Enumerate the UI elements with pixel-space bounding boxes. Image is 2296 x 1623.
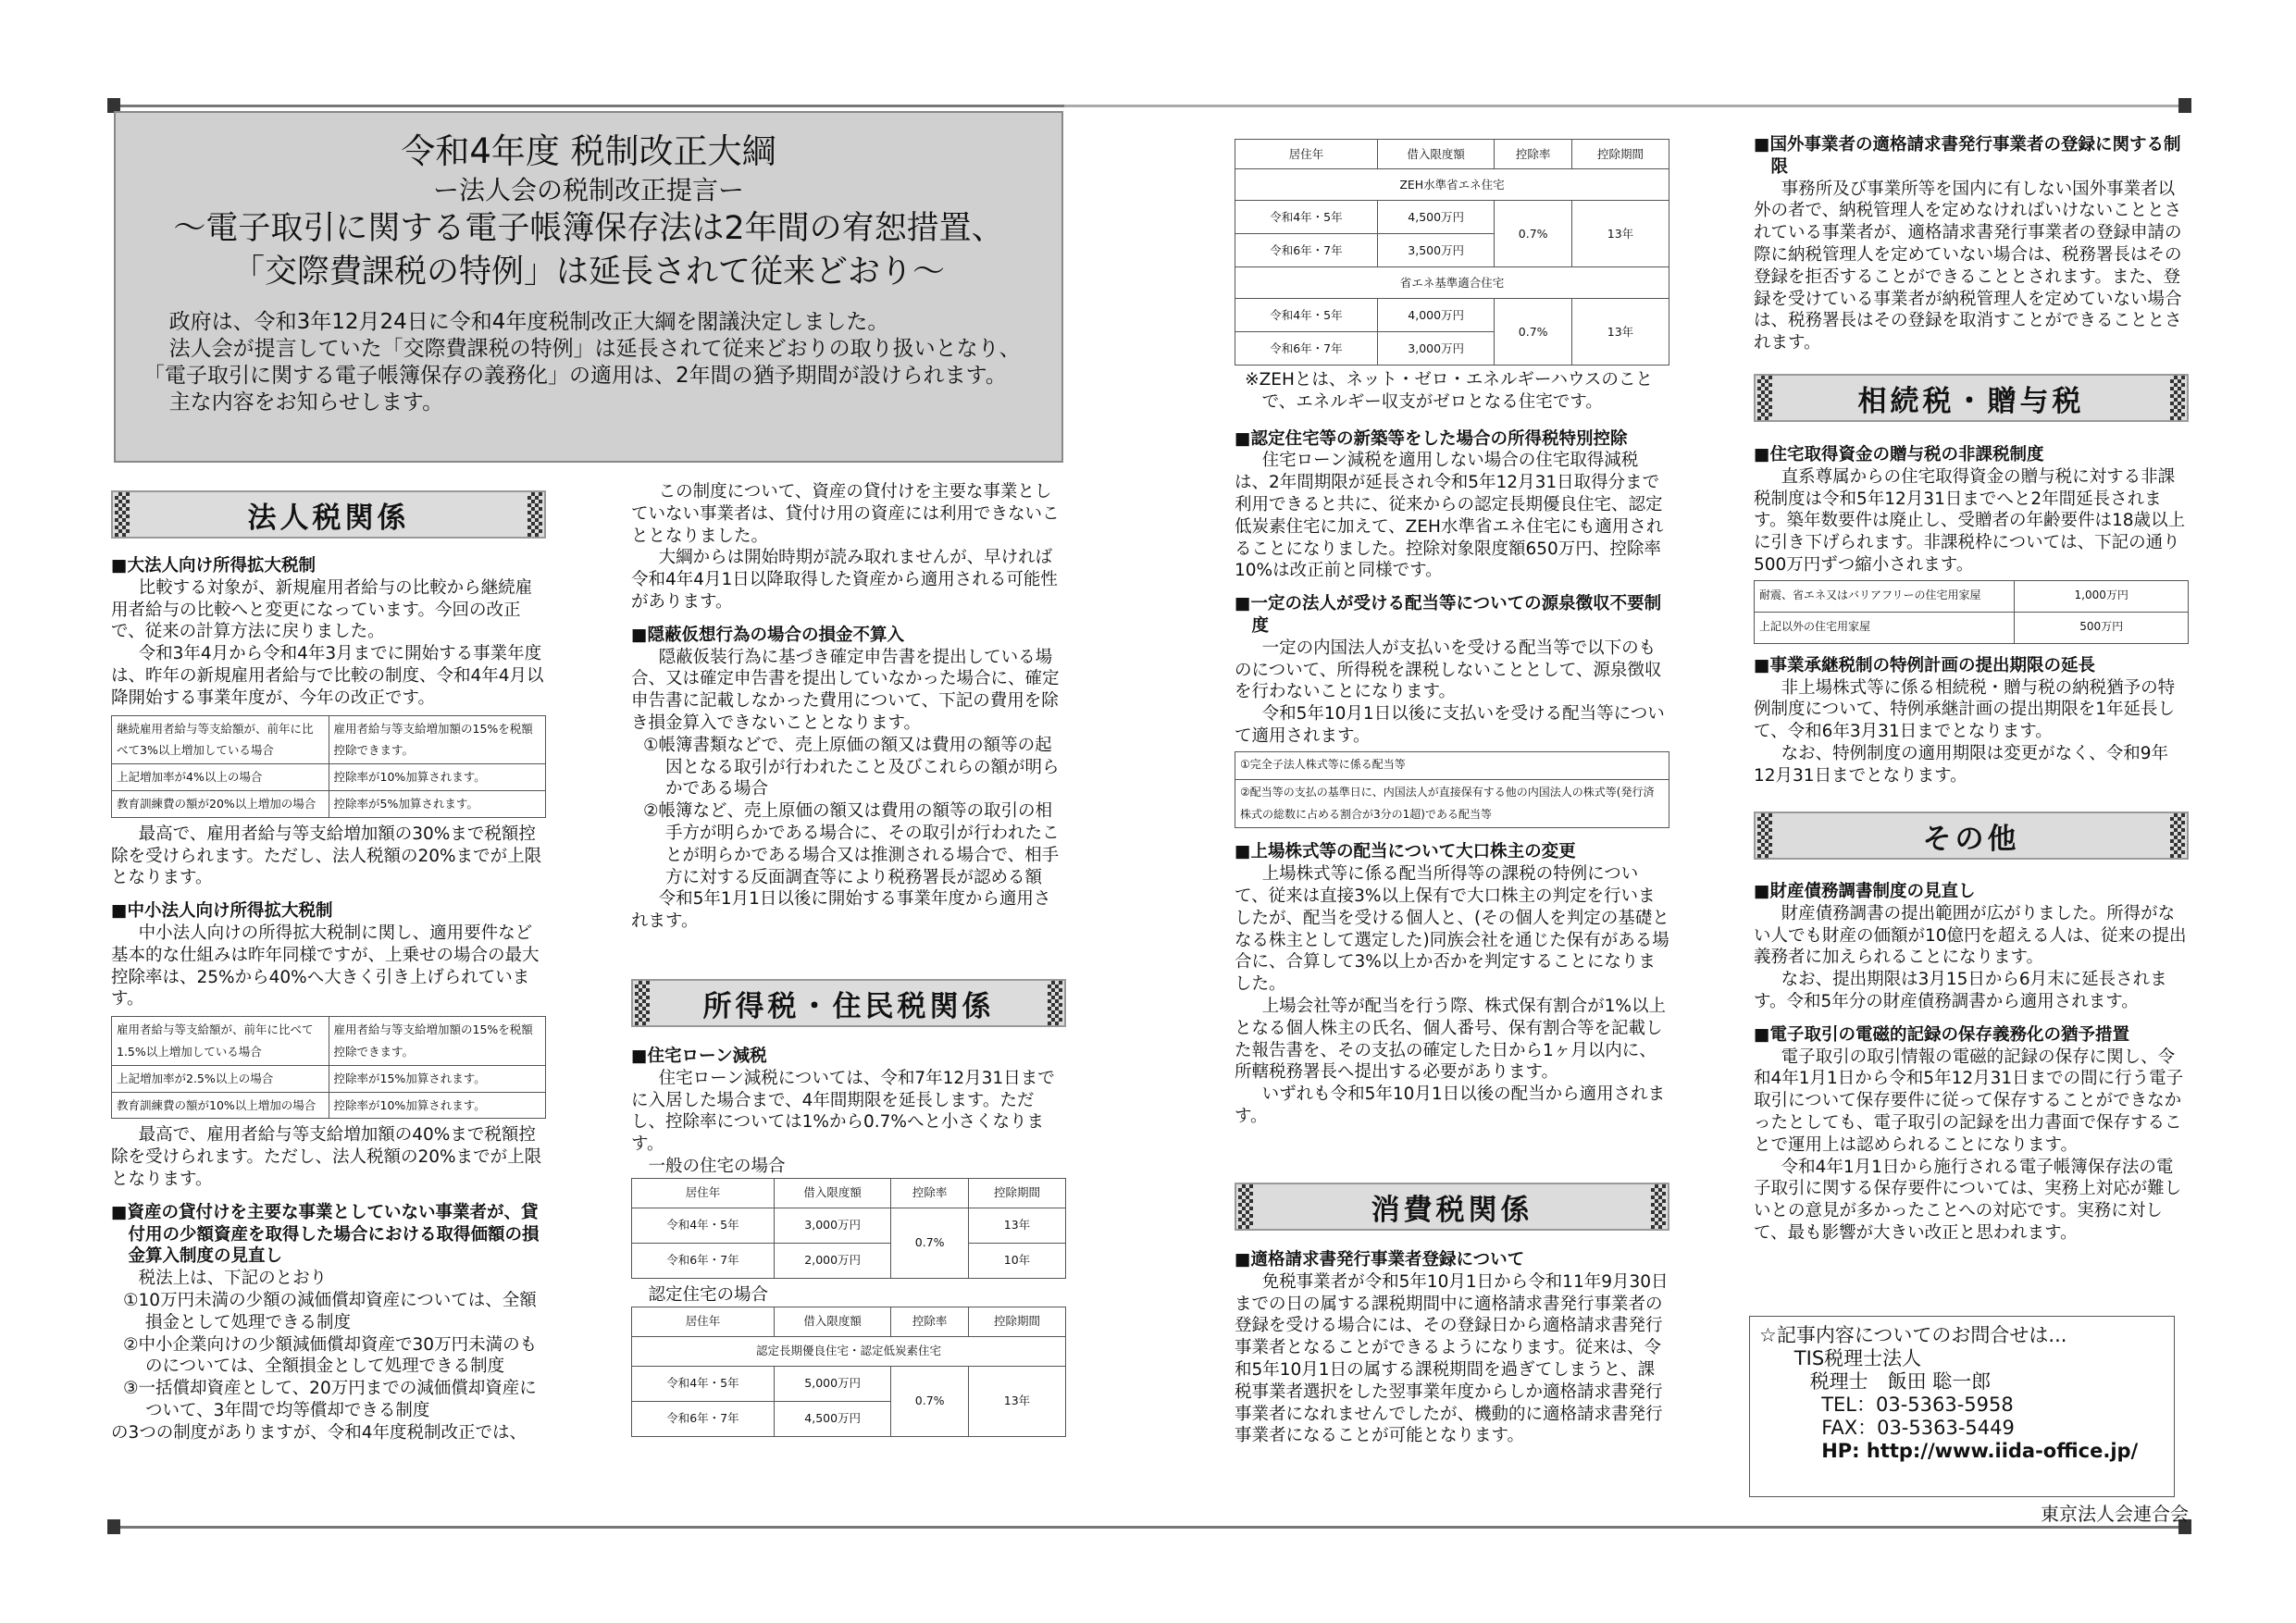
headline-2: 「交際費課税の特例」は延長されて従来どおり～ [231, 254, 945, 291]
table-small-corp: 雇用者給与等支給額が、前年に比べて1.5%以上増加している場合 雇用者給与等支給増加額の15%を税額控除できます。 上記増加率が2.5%以上の場合 控除率が15%加算されます。 教育訓練費の額が10%以上増加の場合 控除率が10%加算されます。 [111, 1016, 546, 1119]
section-income-tax: 所得税・住民税関係 [631, 979, 1066, 1027]
corner-mark-tr [2178, 98, 2191, 113]
column-2-housing: ■住宅ローン減税 住宅ローン減税については、令和7年12月31日までに入居した場合まで、4年間期限を延長します。ただし、控除率については1%から0.7%へと小さくなります。 一般の住宅の場合 居住年 借入限度額 控除率 控除期間 令和4年・5年 3,000万円 0.7% 13年 令和6年・7年 2,000万円 10年 認定住宅の場合 居住年 借入限度額 控除率 控除期間 認定長期優良住宅・認定低炭素住宅 令和4年・5年 5,000万円 0.7% 13年 令和6年・7年 4,500万円 [631, 1046, 1066, 1437]
column-3-consumption: ■適格請求書発行事業者登録について 免税事業者が令和5年10月1日から令和11年9月30日までの日の属する課税期間中に適格請求書発行事業者の登録を受ける場合には、その登録日から適格請求書発行事業者となることができるようになります。従来は、令和5年10月1日の属する課税期間を過ぎてしまうと、課税事業者選択をした翌事業年度からしか適格請求書発行事業者になれませんでしたが、機動的に適格請求書発行事業者になることが可能となります。 [1235, 1250, 1669, 1446]
bottom-rule [111, 1526, 2189, 1529]
table-certified-housing: 居住年 借入限度額 控除率 控除期間 認定長期優良住宅・認定低炭素住宅 令和4年・5年 5,000万円 0.7% 13年 令和6年・7年 4,500万円 [631, 1307, 1066, 1437]
heading-major-shareholder: ■上場株式等の配当について大口株主の変更 [1235, 842, 1576, 862]
table-general-housing: 居住年 借入限度額 控除率 控除期間 令和4年・5年 3,000万円 0.7% 13年 令和6年・7年 2,000万円 10年 [631, 1178, 1066, 1279]
heading-e-transaction: ■電子取引の電磁的記録の保存義務化の猶予措置 [1754, 1024, 2129, 1045]
contact-tel: TEL：03-5363-5958 [1821, 1394, 2014, 1416]
column-1: ■大法人向け所得拡大税制 比較する対象が、新規雇用者給与の比較から継続雇用者給与の比較へと変更になっています。今回の改正で、従来の計算方法に戻りました。 令和3年4月から令和4年3月までに開始する事業年度は、昨年の新規雇用者給与で比較の制度、令和4年4月以降開始する事業年度が、今年の改正です。 継続雇用者給与等支給額が、前年に比べて3%以上増加している場合 雇用者給与等支給増加額の15%を税額控除できます。 上記増加率が4%以上の場合 控除率が10%加算されます。 教育訓練費の額が20%以上増加の場合 控除率が5%加算されます。 最高で、雇用者給与等支給増加額の30%まで税額控除を受けられます。ただし、法人税額の20%までが上限となります。 ■中小法人向け所得拡大税制 中小法人向けの所得拡大税制に関し、適用要件など基本的な仕組みは昨年同様ですが、上乗せの場合の最大控除率は、25%から40%へ大きく引き上げられています。 雇用者給与等支給額が、前年に比べて1.5%以上増加している場合 雇用者給与等支給増加額の15%を税額控除できます。 上記増加率が2.5%以上の場合 控除率が15%加算されます。 教育訓練費の額が10%以上増加の場合 控除率が10%加算されます。 最高で、雇用者給与等支給増加額の40%まで税額控除を受けられます。ただし、法人税額の20%までが上限となります。 ■資産の貸付けを主要な事業としていない事業者が、貸付用の少額資産を取得した場合における取得価額の損金算入制度の見直し 税法上は、下記のとおり ①10万円未満の少額の減価償却資産については、全額損金として処理できる制度 ②中小企業向けの少額減価償却資産で30万円未満のものについては、全額損金として処理できる制度 ③一括償却資産として、20万円までの減価償却資産について、3年間で均等償却できる制度 の3つの制度がありますが、令和4年度税制改正では、 [111, 555, 546, 1443]
top-rule-left [111, 105, 1064, 107]
page-subtitle: ー法人会の税制改正提言ー [432, 175, 744, 205]
column-2: この制度について、資産の貸付けを主要な事業としていない事業者は、貸付け用の資産には利用できないこととなりました。 大綱からは開始時期が読み取れませんが、早ければ令和4年4月1日以降取得した資産から適用される可能性があります。 ■隠蔽仮想行為の場合の損金不算入 隠蔽仮装行為に基づき確定申告書を提出している場合、又は確定申告書を提出していなかった場合に、確定申告書に記載しなかった費用について、下記の費用を除き損金算入できないこととなります。 ①帳簿書類などで、売上原価の額又は費用の額等の起因となる取引が行われたこと及びこれらの額が明らかである場合 ②帳簿など、売上原価の額又は費用の額等の取引の相手方が明らかである場合に、その取引が行われたことが明らかである場合又は推測される場合で、相手方に対する反面調査等により税務署長が認める額 令和5年1月1日以後に開始する事業年度から適用されます。 [631, 481, 1066, 933]
heading-invoice-registration: ■適格請求書発行事業者登録について [1235, 1250, 1525, 1270]
table-gift-limits: 耐震、省エネ又はバリアフリーの住宅用家屋 1,000万円 上記以外の住宅用家屋 500万円 [1754, 580, 2189, 644]
section-consumption-tax: 消費税関係 [1235, 1183, 1669, 1231]
column-4-inheritance: ■住宅取得資金の贈与税の非課税制度 直系尊属からの住宅取得資金の贈与税に対する非課税制度は令和5年12月31日までへと2年間延長されます。築年数要件は廃止し、受贈者の年齢要件は18歳以上に引き下げられます。非課税枠については、下記の通り500万円ずつ縮小されます。 耐震、省エネ又はバリアフリーの住宅用家屋 1,000万円 上記以外の住宅用家屋 500万円 ■事業承継税制の特例計画の提出期限の延長 非上場株式等に係る相続税・贈与税の納税猶予の特例制度について、特例承継計画の提出期限を1年延長して、令和6年3月31日までとなります。 なお、特例制度の適用期限は変更がなく、令和9年12月31日までとなります。 [1754, 444, 2189, 787]
checker-right [527, 492, 542, 537]
checker-left [115, 492, 130, 537]
table-zeh-housing: 居住年 借入限度額 控除率 控除期間 ZEH水準省エネ住宅 令和4年・5年 4,500万円 0.7% 13年 令和6年・7年 3,500万円 省エネ基準適合住宅 令和4年・5年 4,000万円 0.7% 13年 令和6年・7年 3,000万円 [1235, 139, 1669, 365]
top-rule-right [1064, 105, 2189, 107]
footer-publisher: 東京法人会連合会 [2041, 1503, 2189, 1525]
contact-fax: FAX：03-5363-5449 [1821, 1417, 2015, 1439]
contact-box [1749, 1316, 2175, 1497]
table-dividend-types: ①完全子法人株式等に係る配当等 ②配当等の支払の基準日に、内国法人が直接保有する他の内国法人の株式等(発行済株式の総数に占める割合が3分の1超)である配当等 [1235, 751, 1669, 829]
section-other: その他 [1754, 812, 2189, 860]
headline-1: ～電子取引に関する電子帳簿保存法は2年間の宥恕措置、 [173, 210, 1004, 247]
contact-hp-link[interactable]: HP: http://www.iida-office.jp/ [1821, 1440, 2139, 1462]
intro-text: 政府は、令和3年12月24日に令和4年度税制改正大綱を閣議決定しました。 法人会が提言していた「交際費課税の特例」は延長されて従来どおりの取り扱いとなり、 「電子取引に関する電子帳簿保存の義務化」の適用は、2年間の猶予期間が設けられます。 主な内容をお知らせします。 [143, 310, 1021, 415]
heading-asset-statement: ■財産債務調書制度の見直し [1754, 882, 1976, 901]
section-corp-tax: 法人税関係 [111, 490, 546, 539]
column-4: ■国外事業者の適格請求書発行事業者の登録に関する制限 事務所及び事業所等を国内に有しない国外事業者以外の者で、納税管理人を定めなければいけないこととされている事業者が、適格請求書発行事業者の登録申請の際に納税管理人を定めていない場合は、税務署長はその登録を拒否することができることとされます。また、登録を受けている事業者が納税管理人を定めていない場合は、税務署長はその登録を取消すことができることとされます。 [1754, 134, 2189, 354]
title-box [114, 111, 1063, 463]
heading-small-corp-income: ■中小法人向け所得拡大税制 [111, 901, 333, 922]
heading-dividend-withholding: ■一定の法人が受ける配当等についての源泉徴収不要制度 [1235, 594, 1662, 636]
contact-org: TIS税理士法人 [1793, 1347, 1922, 1369]
heading-foreign-operators: ■国外事業者の適格請求書発行事業者の登録に関する制限 [1754, 135, 2181, 177]
table-large-corp: 継続雇用者給与等支給額が、前年に比べて3%以上増加している場合 雇用者給与等支給増加額の15%を税額控除できます。 上記増加率が4%以上の場合 控除率が10%加算されます。 教育訓練費の額が20%以上増加の場合 控除率が5%加算されます。 [111, 715, 546, 818]
heading-mortgage: ■住宅ローン減税 [631, 1047, 767, 1066]
heading-large-corp-income: ■大法人向け所得拡大税制 [111, 556, 316, 576]
heading-certified-housing-deduction: ■認定住宅等の新築等をした場合の所得税特別控除 [1235, 428, 1628, 449]
heading-small-assets: ■資産の貸付けを主要な事業としていない事業者が、貸付用の少額資産を取得した場合における取得価額の損金算入制度の見直し [111, 1202, 540, 1267]
heading-business-succession: ■事業承継税制の特例計画の提出期限の延長 [1754, 655, 2095, 675]
contact-person: 税理士 飯田 聡一郎 [1809, 1370, 1992, 1393]
page-title: 令和4年度 税制改正大綱 [401, 131, 776, 171]
section-inheritance-tax: 相続税・贈与税 [1754, 374, 2189, 422]
column-4-other: ■財産債務調書制度の見直し 財産債務調書の提出範囲が広がりました。所得がない人でも財産の価額が10億円を超える人は、従来の提出義務者に加えられることになります。 なお、提出期限は3月15日から6月末に延長されます。令和5年分の財産債務調書から適用されます。 ■電子取引の電磁的記録の保存義務化の猶予措置 電子取引の取引情報の電磁的記録の保存に関し、令和4年1月1日から令和5年12月31日までの間に行う電子取引について保存要件に従って保存することができなかったとしても、電子取引の記録を出力書面で保存することで運用上は認められることになります。 令和4年1月1日から施行される電子帳簿保存法の電子取引に関する保存要件については、実務上対応が難しいとの意見が多かったことへの対応です。実務に対して、最も影響が大きい改正と思われます。 [1754, 881, 2189, 1245]
contact-heading: ☆記事内容についてのお問合せは... [1759, 1324, 2067, 1346]
heading-housing-gift: ■住宅取得資金の贈与税の非課税制度 [1754, 445, 2044, 465]
zeh-note: ※ZEHとは、ネット・ゼロ・エネルギーハウスのことで、エネルギー収支がゼロとなる住宅です。 [1245, 370, 1653, 412]
heading-concealment: ■隠蔽仮想行為の場合の損金不算入 [631, 625, 904, 645]
corner-mark-bl [107, 1519, 120, 1534]
column-3: 居住年 借入限度額 控除率 控除期間 ZEH水準省エネ住宅 令和4年・5年 4,500万円 0.7% 13年 令和6年・7年 3,500万円 省エネ基準適合住宅 令和4年・5年 4,000万円 0.7% 13年 令和6年・7年 3,000万円 ※ZEHとは、ネット・ゼロ・エネルギーハウスのことで、エネルギー収支がゼロとなる住宅です。 ■認定住宅等の新築等をした場合の所得税特別控除 住宅ローン減税を適用しない場合の住宅取得減税は、2年間期限が延長され令和5年12月31日取得分まで利用できると共に、従来からの認定長期優良住宅、認定低炭素住宅に加えて、ZEH水準省エネ住宅にも適用されることになりました。控除対象限度額650万円、控除率10%は改正前と同様です。 ■一定の法人が受ける配当等についての源泉徴収不要制度 一定の内国法人が支払いを受ける配当等で以下のものについて、所得税を課税しないこととして、源泉徴収を行わないことになります。 令和5年10月1日以後に支払いを受ける配当等について適用されます。 ①完全子法人株式等に係る配当等 ②配当等の支払の基準日に、内国法人が直接保有する他の内国法人の株式等(発行済株式の総数に占める割合が3分の1超)である配当等 ■上場株式等の配当について大口株主の変更 上場株式等に係る配当所得等の課税の特例について、従来は直接3%以上保有で大口株主の判定を行いましたが、配当を受ける個人と、(その個人を判定の基礎となる株主として選定した)同族会社を通じた保有がある場合に、合算して3%以上か否かを判定することになりました。 上場会社等が配当を行う際、株式保有割合が1%以上となる個人株主の氏名、個人番号、保有割合等を記載した報告書を、その支払の確定した日から1ヶ月以内に、所轄税務署長へ提出する必要があります。 いずれも令和5年10月1日以後の配当から適用されます。 [1235, 139, 1669, 1128]
